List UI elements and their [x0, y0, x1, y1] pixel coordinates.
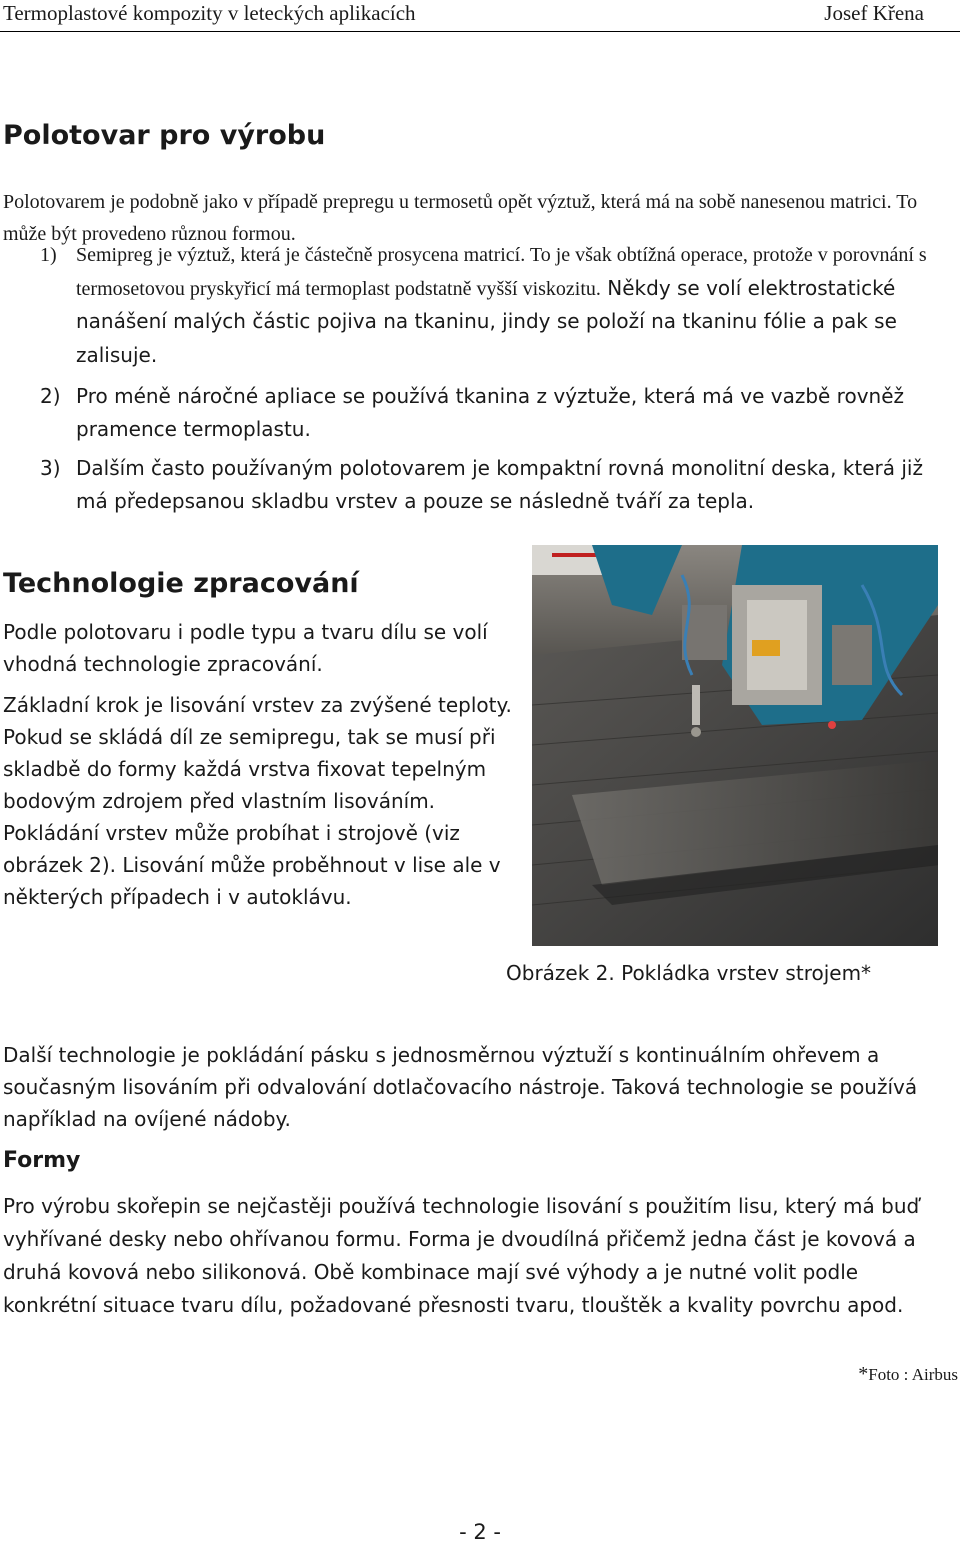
list-item [40, 239, 956, 372]
tech-paragraph-2: Základní krok je lisování vrstev za zvýšené teploty. Pokud se skládá díl ze semipregu, tak se musí při skladbě do formy každá vrstva fixovat tepelným bodovým zdrojem před vlastním lisováním. Pokládání vrstev může probíhat i strojově (viz obrázek 2). Lisování může proběhnout v lise ale v některých případech i v autoklávu. [3, 693, 512, 909]
list-number: 3) [40, 456, 61, 480]
list-number: 1) [40, 244, 57, 266]
figure-caption: Obrázek 2. Pokládka vrstev strojem* [506, 961, 872, 985]
formy-paragraph: Pro výrobu skořepin se nejčastěji používá technologie lisování s použitím lisu, který má buď vyhřívané desky nebo ohřívanou formu. Forma je dvoudílná přičemž jedna část je kovová a druhá kovová nebo silikonová. Obě kombinace mají své výhody a je nutné volit podle konkrétní situace tvaru dílu, požadované přesnosti tvaru, tlouštěk a kvality povrchu apod. [3, 1194, 920, 1317]
list-number: 2) [40, 384, 61, 408]
intro-paragraph: Polotovarem je podobně jako v případě prepregu u termosetů opět výztuž, která má na sobě nanesenou matrici. To může být provedeno různou formou. [3, 191, 918, 245]
list-item [40, 380, 956, 445]
section-heading-polotovar: Polotovar pro výrobu [3, 120, 326, 151]
list-text-sans: Někdy se volí elektrostatické nanášení malých částic pojiva na tkaninu, jindy se položí na tkaninu fólie a pak se zalisuje. [76, 275, 897, 367]
section-heading-technologie: Technologie zpracování [3, 568, 359, 599]
header-title: Termoplastové kompozity v leteckých aplikacích [3, 1, 416, 25]
list-text: Dalším často používaným polotovarem je kompaktní rovná monolitní deska, která již má předepsanou skladbu vrstev a pouze se následně tváří za tepla. [76, 456, 923, 513]
footnote-text: Foto : Airbus [868, 1365, 958, 1384]
figure-photo-layup-machine [532, 545, 938, 946]
photo-credit-footnote [858, 1362, 958, 1387]
list-text-serif: Semipreg je výztuž, která je částečně prosycena matricí. To je však obtížná operace, protože v porovnání s termosetovou pryskyřicí má termoplast podstatně vyšší viskozitu. [76, 244, 927, 300]
list-item [40, 452, 956, 517]
list-text: Pro méně náročné apliace se používá tkanina z výztuže, která má ve vazbě rovněž pramence termoplastu. [76, 384, 905, 441]
page-number: - 2 - [459, 1520, 501, 1544]
tech-paragraph-3: Další technologie je pokládání pásku s jednosměrnou výztuží s kontinuálním ohřevem a současným lisováním při odvalování dotlačovacího nástroje. Taková technologie se používá například na ovíjené nádoby. [3, 1043, 918, 1131]
tech-paragraph-1: Podle polotovaru i podle typu a tvaru dílu se volí vhodná technologie zpracování. [3, 620, 488, 676]
photo-illustration [532, 545, 938, 946]
section-heading-formy: Formy [3, 1148, 81, 1173]
footnote-star: * [858, 1363, 869, 1385]
header-divider [0, 31, 960, 32]
header-author: Josef Křena [824, 1, 924, 25]
